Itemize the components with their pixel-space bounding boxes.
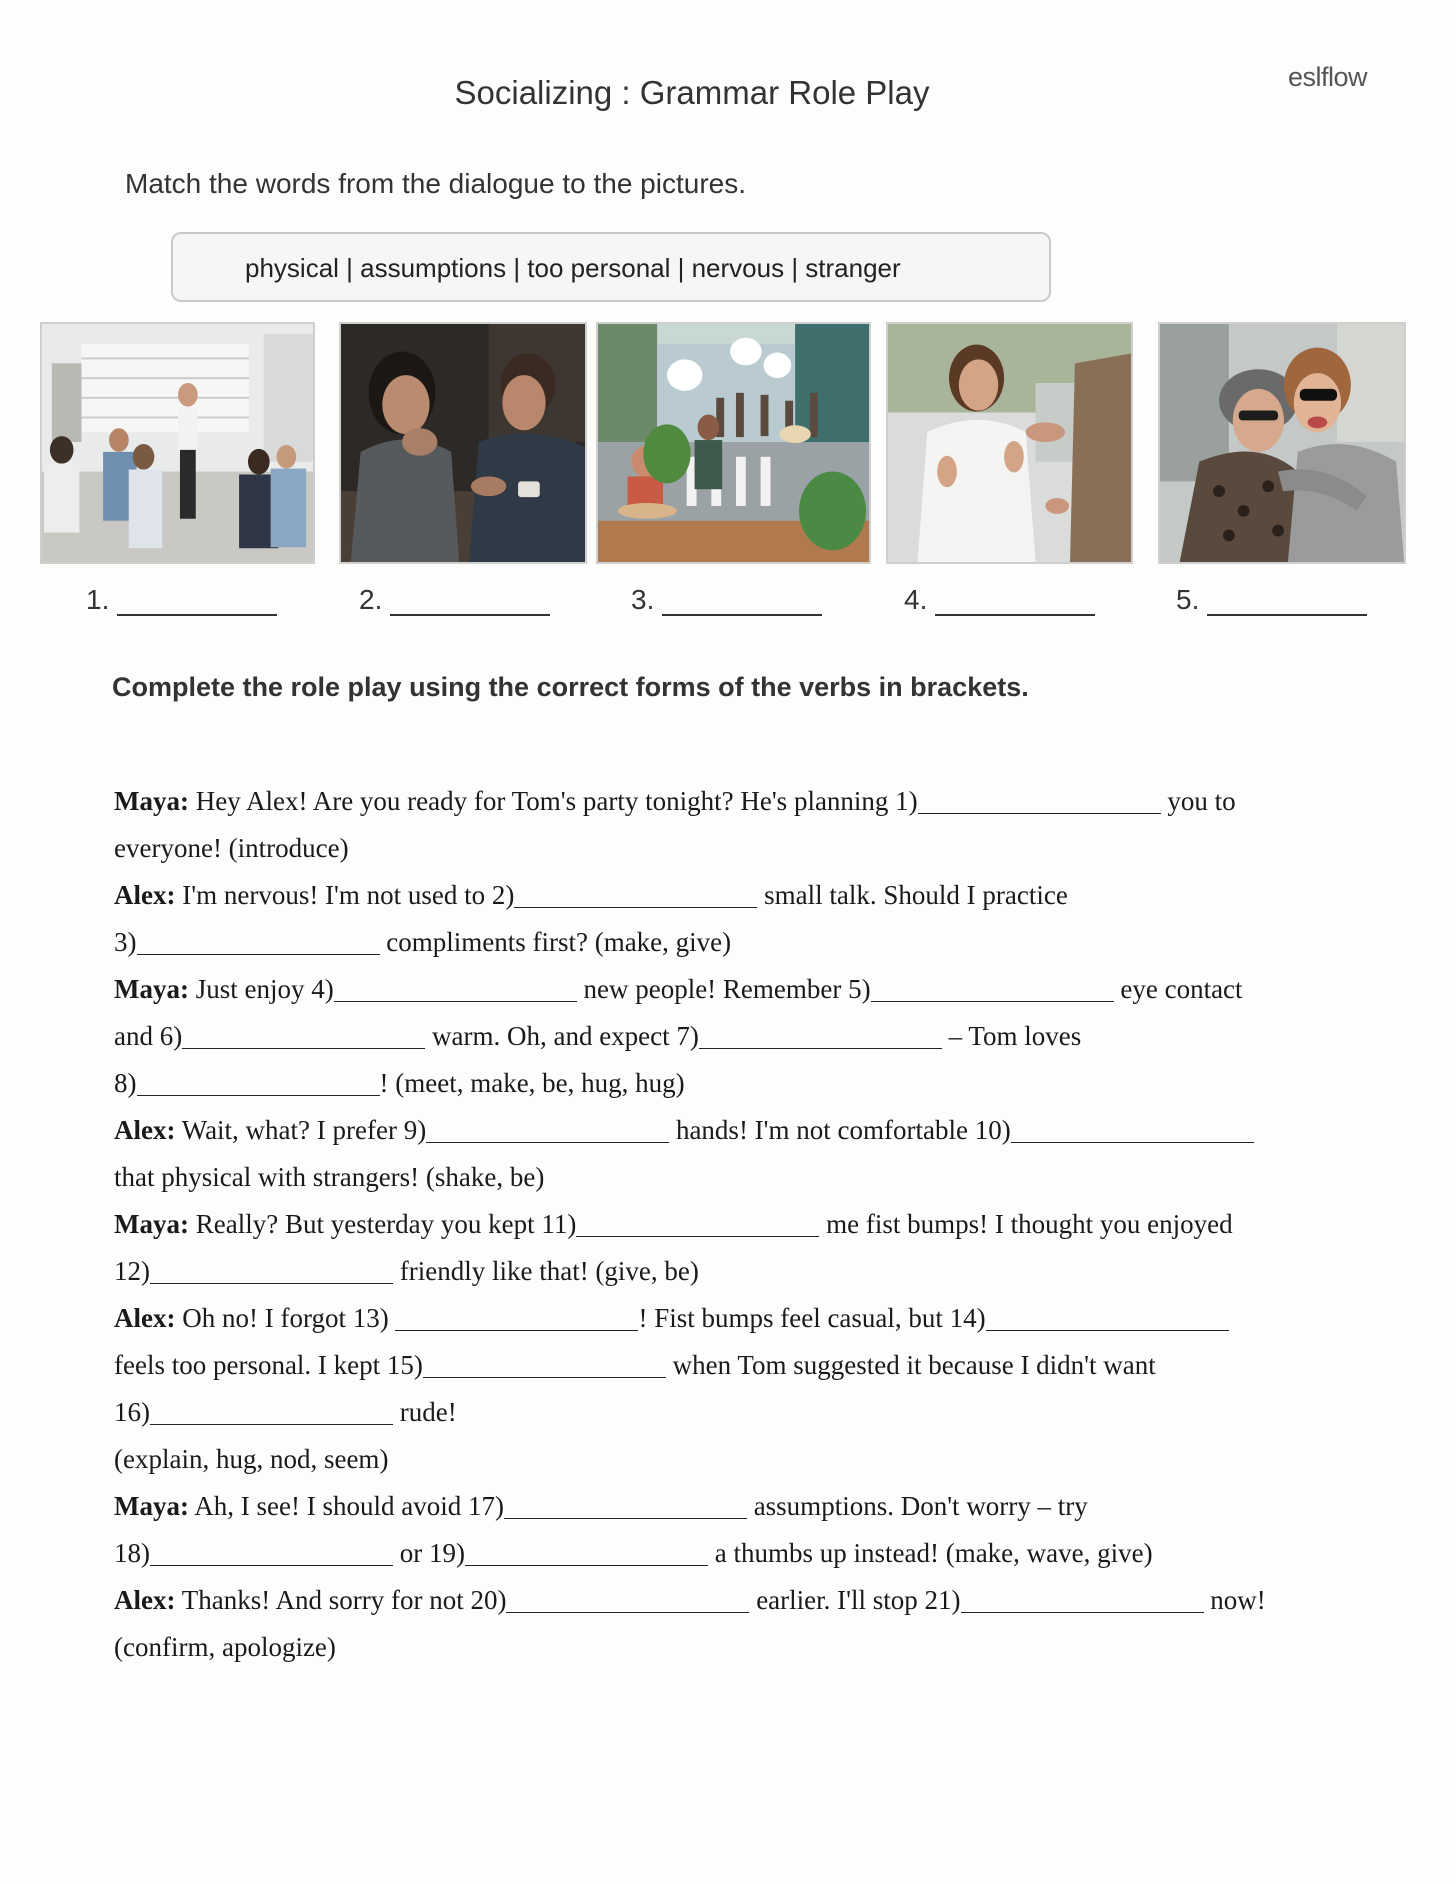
speaker-name: Maya: bbox=[114, 1491, 189, 1521]
answer-number: 4. bbox=[904, 584, 928, 615]
verb-blank-14[interactable] bbox=[986, 1304, 1229, 1331]
dialogue-text: a thumbs up instead! (make, wave, give) bbox=[707, 1538, 1153, 1568]
dialogue-text: everyone! (introduce) bbox=[114, 833, 349, 863]
answer-4 bbox=[904, 584, 1095, 616]
verb-blank-11[interactable] bbox=[576, 1210, 819, 1237]
dialogue-line bbox=[114, 1342, 1354, 1389]
dialogue-text: 12) bbox=[114, 1256, 150, 1286]
dialogue-line bbox=[114, 919, 1354, 966]
dialogue-text: Hey Alex! Are you ready for Tom's party tonight? He's planning 1) bbox=[195, 786, 918, 816]
picture-1-office-meeting bbox=[40, 322, 315, 564]
answer-3 bbox=[631, 584, 822, 616]
answer-2 bbox=[359, 584, 550, 616]
verb-blank-3[interactable] bbox=[137, 928, 380, 955]
answer-1 bbox=[86, 584, 277, 616]
picture-4-refusal-gesture bbox=[886, 322, 1133, 564]
answer-blank-5[interactable] bbox=[1207, 584, 1367, 616]
verb-blank-20[interactable] bbox=[506, 1586, 749, 1613]
dialogue-text: ! (meet, make, be, hug, hug) bbox=[379, 1068, 685, 1098]
verb-blank-1[interactable] bbox=[918, 787, 1161, 814]
speaker-name: Alex: bbox=[114, 1303, 176, 1333]
dialogue-text: I'm nervous! I'm not used to 2) bbox=[182, 880, 515, 910]
word-bank: physical | assumptions | too personal | nervous | stranger bbox=[171, 232, 1051, 302]
dialogue-text: warm. Oh, and expect 7) bbox=[425, 1021, 699, 1051]
dialogue-line bbox=[114, 1530, 1354, 1577]
dialogue-text: feels too personal. I kept 15) bbox=[114, 1350, 423, 1380]
verb-blank-15[interactable] bbox=[423, 1351, 666, 1378]
answer-number: 2. bbox=[359, 584, 383, 615]
picture-answer-row bbox=[0, 584, 1456, 624]
picture-row bbox=[0, 322, 1456, 567]
dialogue-text: assumptions. Don't worry – try bbox=[746, 1491, 1088, 1521]
dialogue-line bbox=[114, 1577, 1354, 1624]
answer-blank-4[interactable] bbox=[935, 584, 1095, 616]
verb-blank-19[interactable] bbox=[465, 1539, 708, 1566]
dialogue-text: me fist bumps! I thought you enjoyed bbox=[819, 1209, 1233, 1239]
speaker-name: Maya: bbox=[114, 1209, 189, 1239]
verb-blank-8[interactable] bbox=[137, 1069, 380, 1096]
dialogue-text: 16) bbox=[114, 1397, 150, 1427]
dialogue-text: rude! bbox=[393, 1397, 457, 1427]
dialogue-text: friendly like that! (give, be) bbox=[393, 1256, 699, 1286]
verb-blank-16[interactable] bbox=[150, 1398, 393, 1425]
speaker-name: Maya: bbox=[114, 786, 189, 816]
dialogue-text: Just enjoy 4) bbox=[195, 974, 334, 1004]
verb-blank-17[interactable] bbox=[504, 1492, 747, 1519]
dialogue-line bbox=[114, 1389, 1354, 1436]
speaker-name: Alex: bbox=[114, 1115, 176, 1145]
dialogue-text: (confirm, apologize) bbox=[114, 1632, 336, 1662]
dialogue-text: 18) bbox=[114, 1538, 150, 1568]
dialogue-text: ! Fist bumps feel casual, but 14) bbox=[638, 1303, 986, 1333]
page-title: Socializing : Grammar Role Play bbox=[454, 74, 930, 111]
verb-blank-6[interactable] bbox=[182, 1022, 425, 1049]
dialogue-text: compliments first? (make, give) bbox=[379, 927, 732, 957]
dialogue-text: Wait, what? I prefer 9) bbox=[181, 1115, 427, 1145]
brand-logo: eslflow bbox=[1288, 62, 1368, 92]
dialogue-text: Really? But yesterday you kept 11) bbox=[195, 1209, 577, 1239]
picture-2-tense-conversation bbox=[339, 322, 587, 564]
dialogue-line bbox=[114, 1201, 1354, 1248]
answer-blank-3[interactable] bbox=[662, 584, 822, 616]
dialogue-text: now! bbox=[1203, 1585, 1266, 1615]
verb-blank-2[interactable] bbox=[514, 881, 757, 908]
dialogue-line bbox=[114, 1013, 1354, 1060]
picture-3-street-cafe bbox=[596, 322, 871, 564]
verb-blank-21[interactable] bbox=[961, 1586, 1204, 1613]
speaker-name: Alex: bbox=[114, 880, 176, 910]
match-instruction: Match the words from the dialogue to the pictures. bbox=[125, 168, 746, 199]
dialogue-text: new people! Remember 5) bbox=[576, 974, 871, 1004]
dialogue-text: Thanks! And sorry for not 20) bbox=[181, 1585, 507, 1615]
dialogue-line bbox=[114, 1624, 1354, 1671]
speaker-name: Maya: bbox=[114, 974, 189, 1004]
dialogue-text: 3) bbox=[114, 927, 137, 957]
dialogue-text: that physical with strangers! (shake, be) bbox=[114, 1162, 545, 1192]
dialogue-text: when Tom suggested it because I didn't want bbox=[665, 1350, 1156, 1380]
dialogue-text: you to bbox=[1160, 786, 1236, 816]
verb-blank-18[interactable] bbox=[150, 1539, 393, 1566]
dialogue-text: (explain, hug, nod, seem) bbox=[114, 1444, 389, 1474]
role-play-instruction: Complete the role play using the correct forms of the verbs in brackets. bbox=[112, 672, 1029, 702]
verb-blank-12[interactable] bbox=[150, 1257, 393, 1284]
verb-blank-5[interactable] bbox=[871, 975, 1114, 1002]
dialogue-line bbox=[114, 1248, 1354, 1295]
speaker-name: Alex: bbox=[114, 1585, 176, 1615]
verb-blank-10[interactable] bbox=[1011, 1116, 1254, 1143]
answer-number: 5. bbox=[1176, 584, 1200, 615]
dialogue-line bbox=[114, 825, 1354, 872]
dialogue-line bbox=[114, 1154, 1354, 1201]
dialogue-text: and 6) bbox=[114, 1021, 183, 1051]
dialogue-line bbox=[114, 1107, 1354, 1154]
dialogue-line bbox=[114, 1436, 1354, 1483]
answer-number: 1. bbox=[86, 584, 110, 615]
answer-number: 3. bbox=[631, 584, 655, 615]
verb-blank-9[interactable] bbox=[426, 1116, 669, 1143]
answer-blank-1[interactable] bbox=[117, 584, 277, 616]
dialogue-line bbox=[114, 872, 1354, 919]
dialogue-text: 8) bbox=[114, 1068, 137, 1098]
dialogue-line bbox=[114, 966, 1354, 1013]
dialogue-line bbox=[114, 1483, 1354, 1530]
dialogue-line bbox=[114, 778, 1354, 825]
dialogue-text: or 19) bbox=[393, 1538, 465, 1568]
verb-blank-4[interactable] bbox=[334, 975, 577, 1002]
dialogue-text: Oh no! I forgot 13) bbox=[182, 1303, 396, 1333]
dialogue-line bbox=[114, 1295, 1354, 1342]
dialogue-text: – Tom loves bbox=[941, 1021, 1082, 1051]
answer-blank-2[interactable] bbox=[390, 584, 550, 616]
dialogue-text: hands! I'm not comfortable 10) bbox=[669, 1115, 1011, 1145]
role-play-dialogue bbox=[114, 778, 1354, 1671]
verb-blank-7[interactable] bbox=[699, 1022, 942, 1049]
answer-5 bbox=[1176, 584, 1367, 616]
dialogue-text: eye contact bbox=[1113, 974, 1243, 1004]
picture-5-friends-hugging bbox=[1158, 322, 1406, 564]
dialogue-line bbox=[114, 1060, 1354, 1107]
dialogue-text: earlier. I'll stop 21) bbox=[749, 1585, 961, 1615]
dialogue-text: Ah, I see! I should avoid 17) bbox=[194, 1491, 504, 1521]
dialogue-text: small talk. Should I practice bbox=[757, 880, 1068, 910]
verb-blank-13[interactable] bbox=[395, 1304, 638, 1331]
